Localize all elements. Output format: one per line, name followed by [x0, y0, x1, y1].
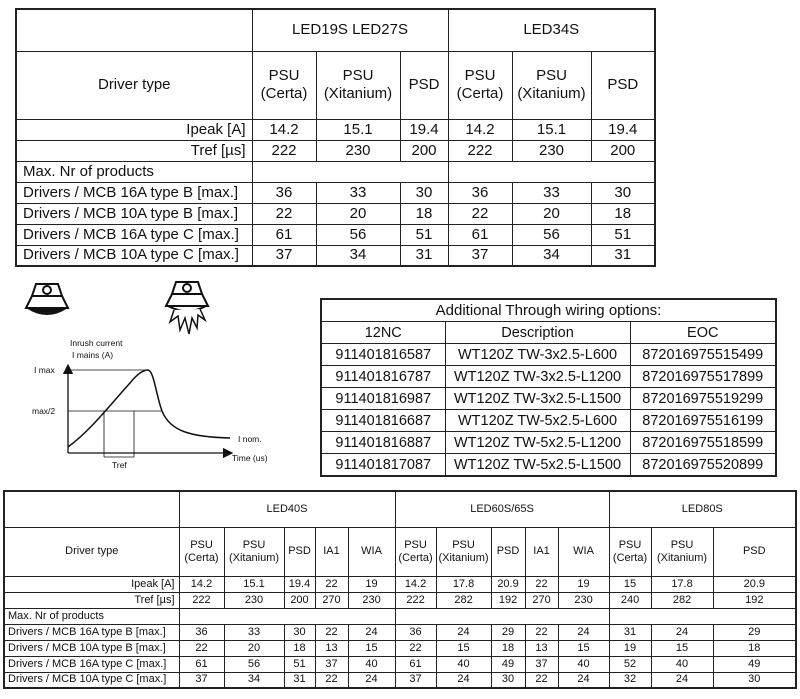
cell: 19.4	[591, 119, 655, 140]
cell: 19	[609, 640, 651, 656]
cell: WT120Z TW-3x2.5-L600	[445, 344, 630, 366]
cell: 18	[491, 640, 525, 656]
cell: 911401816587	[321, 344, 445, 366]
cell: 34	[316, 245, 400, 266]
cell: 15.1	[316, 119, 400, 140]
cell: 61	[448, 224, 512, 245]
cell: 40	[651, 656, 713, 672]
cell: 36	[395, 624, 436, 640]
row-label: Drivers / MCB 10A type B [max.]	[16, 203, 252, 224]
cell: 33	[316, 182, 400, 203]
cell: WT120Z TW-5x2.5-L600	[445, 410, 630, 432]
cell: 192	[713, 592, 796, 608]
group-header-led80s: LED80S	[609, 491, 796, 527]
row-label-tref: Tref [µs]	[4, 592, 179, 608]
cell: 24	[436, 672, 491, 688]
cell: 240	[609, 592, 651, 608]
cell: 30	[713, 672, 796, 688]
cell: 61	[179, 656, 224, 672]
cell: 15	[609, 576, 651, 592]
cell: 15	[558, 640, 609, 656]
cell: 222	[252, 140, 316, 161]
cell: 19.4	[284, 576, 315, 592]
time-label: Time (us)	[232, 453, 268, 463]
cell: 911401817087	[321, 454, 445, 477]
cell: WT120Z TW-5x2.5-L1200	[445, 432, 630, 454]
cell: WT120Z TW-3x2.5-L1200	[445, 366, 630, 388]
empty-cell	[179, 608, 395, 624]
cell: 24	[436, 624, 491, 640]
row-label-max-nr: Max. Nr of products	[16, 161, 252, 182]
driver-table-led40s-led80s	[3, 490, 797, 689]
cell: 22	[525, 576, 558, 592]
cell: 22	[395, 640, 436, 656]
cell: 19.4	[400, 119, 448, 140]
cell: 36	[448, 182, 512, 203]
empty-cell	[609, 608, 796, 624]
row-label: Drivers / MCB 16A type B [max.]	[4, 624, 179, 640]
group-header-led34s: LED34S	[448, 9, 655, 51]
cell: 222	[395, 592, 436, 608]
column-header-eoc: EOC	[630, 322, 776, 344]
cell: 15.1	[224, 576, 284, 592]
cell: 270	[525, 592, 558, 608]
imains-label: I mains (A)	[72, 350, 114, 360]
table-row	[321, 454, 776, 477]
cell: 49	[491, 656, 525, 672]
cell: 872016975519299	[630, 388, 776, 410]
column-header: PSU (Xitanium)	[436, 527, 491, 576]
column-header: IA1	[315, 527, 348, 576]
table-row	[321, 432, 776, 454]
cell: 19	[348, 576, 395, 592]
column-header-12nc: 12NC	[321, 322, 445, 344]
cell: 200	[400, 140, 448, 161]
cell: 37	[315, 656, 348, 672]
column-header: WIA	[348, 527, 395, 576]
table-row	[4, 576, 796, 592]
group-header-led19s-led27s: LED19S LED27S	[252, 9, 448, 51]
cell: 32	[609, 672, 651, 688]
table-row	[4, 672, 796, 688]
cell: 230	[512, 140, 591, 161]
row-label: Drivers / MCB 10A type C [max.]	[16, 245, 252, 266]
tref-label: Tref	[112, 460, 127, 470]
cell: 17.8	[436, 576, 491, 592]
cell: 37	[252, 245, 316, 266]
cell: 24	[651, 624, 713, 640]
cell: 34	[512, 245, 591, 266]
cell: 13	[525, 640, 558, 656]
cell: 33	[224, 624, 284, 640]
cell: 40	[558, 656, 609, 672]
cell: 911401816787	[321, 366, 445, 388]
cell: 19	[558, 576, 609, 592]
inrush-current-diagram	[20, 335, 310, 475]
table-row	[16, 161, 655, 182]
cell: 31	[591, 245, 655, 266]
cell: 230	[316, 140, 400, 161]
column-header: PSU (Certa)	[609, 527, 651, 576]
cell: 230	[224, 592, 284, 608]
cell: 33	[512, 182, 591, 203]
table-row	[321, 344, 776, 366]
table-row	[4, 640, 796, 656]
cell: 51	[400, 224, 448, 245]
cell: 18	[591, 203, 655, 224]
cell: 200	[284, 592, 315, 608]
group-header-led60s-65s: LED60S/65S	[395, 491, 609, 527]
cell: 49	[713, 656, 796, 672]
cell: 51	[284, 656, 315, 672]
table-row	[16, 224, 655, 245]
cell: 31	[284, 672, 315, 688]
cell: WT120Z TW-3x2.5-L1500	[445, 388, 630, 410]
inom-label: I nom.	[238, 434, 262, 444]
column-header: PSU (Certa)	[395, 527, 436, 576]
cell: 192	[491, 592, 525, 608]
cell: 31	[609, 624, 651, 640]
cell: 20	[512, 203, 591, 224]
cell: 911401816987	[321, 388, 445, 410]
row-label-max-nr: Max. Nr of products	[4, 608, 179, 624]
cell: 872016975520899	[630, 454, 776, 477]
cell: 270	[315, 592, 348, 608]
column-header: PSD	[591, 51, 655, 119]
table-row	[16, 203, 655, 224]
luminaire-inrush-icon	[158, 278, 216, 340]
cell: 15	[651, 640, 713, 656]
cell: 22	[448, 203, 512, 224]
cell: 14.2	[252, 119, 316, 140]
driver-type-label: Driver type	[4, 527, 179, 576]
cell: 20.9	[491, 576, 525, 592]
cell: 872016975516199	[630, 410, 776, 432]
cell: 22	[179, 640, 224, 656]
cell: 222	[448, 140, 512, 161]
row-label-ipeak: Ipeak [A]	[4, 576, 179, 592]
cell: 24	[651, 672, 713, 688]
cell: 22	[315, 672, 348, 688]
table-row	[16, 119, 655, 140]
cell: 24	[558, 672, 609, 688]
table-row	[16, 182, 655, 203]
cell: 282	[436, 592, 491, 608]
cell: 911401816687	[321, 410, 445, 432]
cell: 872016975518599	[630, 432, 776, 454]
cell: 222	[179, 592, 224, 608]
cell: 18	[713, 640, 796, 656]
cell: 37	[179, 672, 224, 688]
cell: 29	[713, 624, 796, 640]
column-header: PSU (Xitanium)	[512, 51, 591, 119]
table-row	[321, 388, 776, 410]
cell: 40	[348, 656, 395, 672]
driver-type-label: Driver type	[16, 51, 252, 119]
cell: 30	[400, 182, 448, 203]
column-header: PSU (Xitanium)	[316, 51, 400, 119]
cell: WT120Z TW-5x2.5-L1500	[445, 454, 630, 477]
cell: 15	[348, 640, 395, 656]
table-row	[321, 366, 776, 388]
cell: 230	[558, 592, 609, 608]
cell: 30	[284, 624, 315, 640]
cell: 52	[609, 656, 651, 672]
empty-cell	[448, 161, 655, 182]
column-header: PSU (Certa)	[179, 527, 224, 576]
cell: 15	[436, 640, 491, 656]
table-row	[4, 656, 796, 672]
cell: 15.1	[512, 119, 591, 140]
cell: 22	[525, 624, 558, 640]
empty-cell	[252, 161, 448, 182]
cell: 20.9	[713, 576, 796, 592]
cell: 29	[491, 624, 525, 640]
row-label: Drivers / MCB 10A type C [max.]	[4, 672, 179, 688]
column-header: PSD	[713, 527, 796, 576]
column-header: IA1	[525, 527, 558, 576]
cell: 37	[395, 672, 436, 688]
cell: 13	[315, 640, 348, 656]
cell: 14.2	[179, 576, 224, 592]
cell: 30	[491, 672, 525, 688]
cell: 911401816887	[321, 432, 445, 454]
cell: 230	[348, 592, 395, 608]
table-row	[4, 592, 796, 608]
cell: 22	[315, 576, 348, 592]
corner-cell	[16, 9, 252, 51]
cell: 40	[436, 656, 491, 672]
column-header: PSD	[400, 51, 448, 119]
cell: 18	[400, 203, 448, 224]
table-title: Additional Through wiring options:	[321, 299, 776, 322]
column-header: WIA	[558, 527, 609, 576]
cell: 56	[224, 656, 284, 672]
driver-table-led19s-led34s	[15, 8, 656, 267]
row-label-ipeak: Ipeak [A]	[16, 119, 252, 140]
cell: 34	[224, 672, 284, 688]
table-row	[16, 140, 655, 161]
column-header: PSD	[284, 527, 315, 576]
cell: 24	[558, 624, 609, 640]
cell: 872016975515499	[630, 344, 776, 366]
table-row	[321, 410, 776, 432]
row-label: Drivers / MCB 16A type B [max.]	[16, 182, 252, 203]
cell: 17.8	[651, 576, 713, 592]
inrush-curve	[68, 370, 230, 447]
column-header: PSU (Xitanium)	[224, 527, 284, 576]
cell: 18	[284, 640, 315, 656]
cell: 36	[179, 624, 224, 640]
cell: 51	[591, 224, 655, 245]
cell: 31	[400, 245, 448, 266]
column-header: PSD	[491, 527, 525, 576]
table-row	[4, 608, 796, 624]
luminaire-icon	[22, 280, 72, 322]
column-header: PSU (Certa)	[448, 51, 512, 119]
group-header-led40s: LED40S	[179, 491, 395, 527]
table-row	[4, 624, 796, 640]
row-label-tref: Tref [µs]	[16, 140, 252, 161]
max2-label: max/2	[32, 406, 56, 416]
cell: 30	[591, 182, 655, 203]
through-wiring-table	[320, 298, 777, 477]
cell: 20	[316, 203, 400, 224]
cell: 37	[525, 656, 558, 672]
cell: 56	[512, 224, 591, 245]
cell: 61	[395, 656, 436, 672]
row-label: Drivers / MCB 16A type C [max.]	[4, 656, 179, 672]
cell: 22	[525, 672, 558, 688]
column-header: PSU (Certa)	[252, 51, 316, 119]
row-label: Drivers / MCB 16A type C [max.]	[16, 224, 252, 245]
cell: 24	[348, 672, 395, 688]
inrush-label: Inrush current	[70, 338, 123, 348]
column-header-description: Description	[445, 322, 630, 344]
cell: 24	[348, 624, 395, 640]
cell: 37	[448, 245, 512, 266]
cell: 200	[591, 140, 655, 161]
cell: 14.2	[395, 576, 436, 592]
cell: 22	[315, 624, 348, 640]
corner-cell	[4, 491, 179, 527]
empty-cell	[395, 608, 609, 624]
cell: 872016975517899	[630, 366, 776, 388]
cell: 36	[252, 182, 316, 203]
cell: 22	[252, 203, 316, 224]
imax-label: I max	[34, 365, 55, 375]
column-header: PSU (Xitanium)	[651, 527, 713, 576]
cell: 56	[316, 224, 400, 245]
cell: 14.2	[448, 119, 512, 140]
table-row	[16, 245, 655, 266]
cell: 282	[651, 592, 713, 608]
cell: 61	[252, 224, 316, 245]
row-label: Drivers / MCB 10A type B [max.]	[4, 640, 179, 656]
cell: 20	[224, 640, 284, 656]
